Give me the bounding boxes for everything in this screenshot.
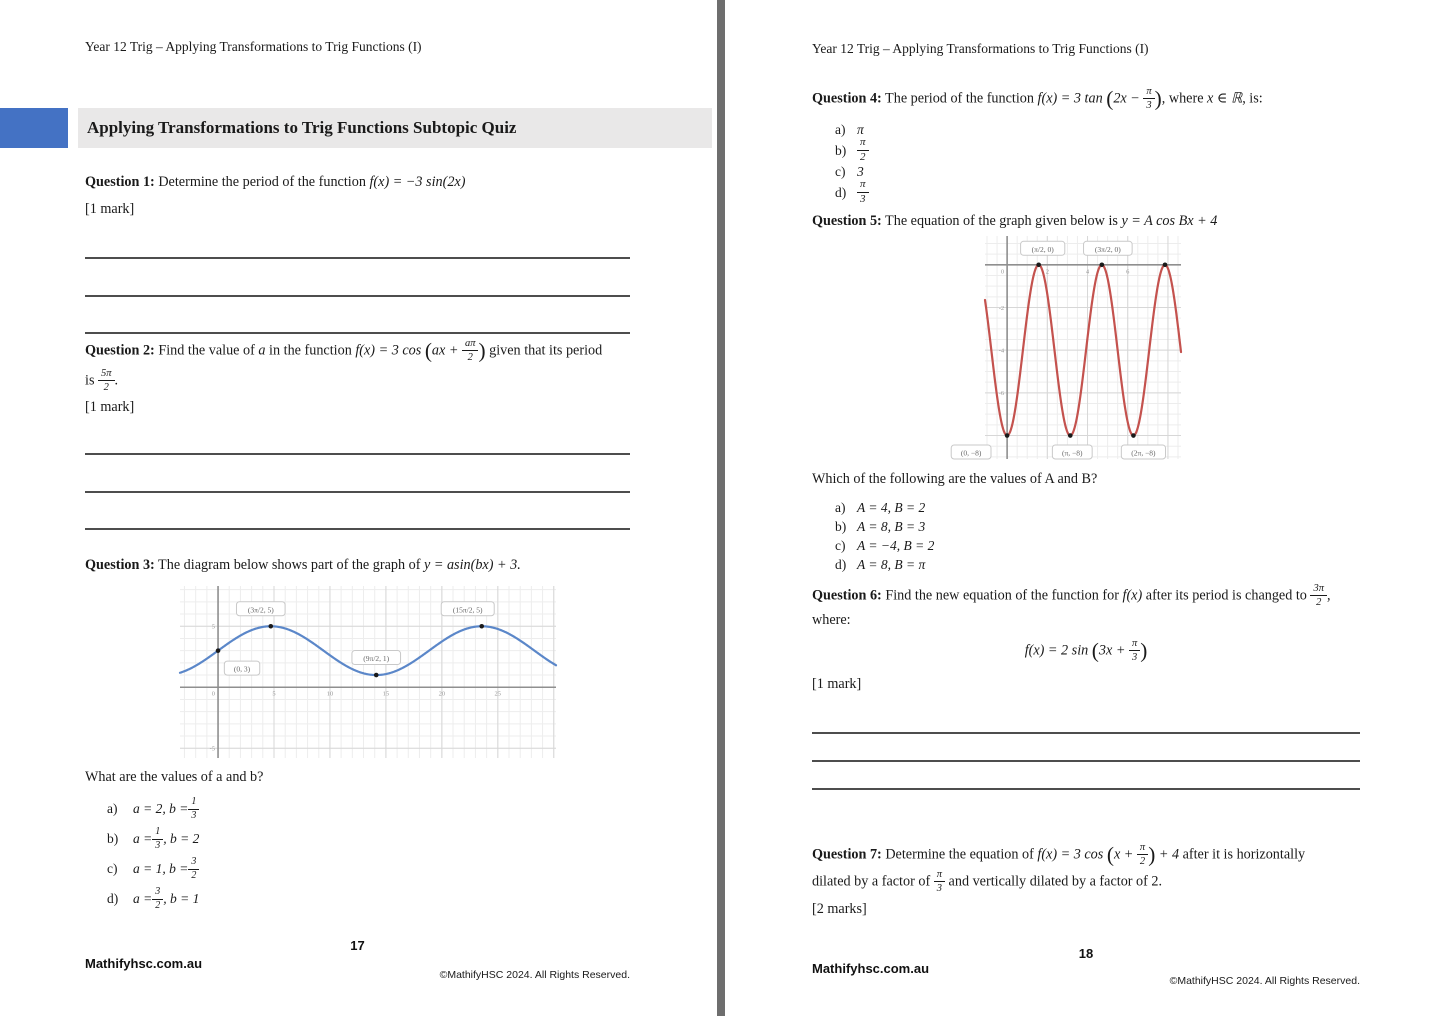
option-c: c) A = −4, B = 2 xyxy=(835,537,935,553)
fraction: π 2 xyxy=(857,137,869,163)
fraction: $\frac{\pi}{2}$ xyxy=(1137,842,1148,867)
option-d: d) π 3 xyxy=(835,180,869,205)
svg-text:6: 6 xyxy=(1126,268,1130,276)
question-3-options xyxy=(107,794,199,914)
quiz-title-banner xyxy=(78,108,712,148)
fraction: π 3 xyxy=(857,179,869,205)
svg-text:(2π, −8): (2π, −8) xyxy=(1131,448,1156,458)
svg-text:5: 5 xyxy=(272,690,276,698)
question-2-marks: [1 mark] xyxy=(85,399,135,415)
svg-text:(15π/2, 5): (15π/2, 5) xyxy=(452,605,483,615)
question-7-label: Question 7: xyxy=(812,846,882,863)
option-b: b) A = 8, B = 3 xyxy=(835,518,926,534)
svg-text:(0, 3): (0, 3) xyxy=(233,664,251,674)
question-5-label: Question 5: xyxy=(812,213,882,229)
question-6-label: Question 6: xyxy=(812,587,882,604)
left-footer-copyright: ©MathifyHSC 2024. All Rights Reserved. xyxy=(439,969,630,981)
left-page-number: 17 xyxy=(350,938,365,953)
svg-text:25: 25 xyxy=(494,690,502,698)
fraction: $\frac{1}{3}$ xyxy=(188,797,199,821)
q5-graph xyxy=(960,236,1181,459)
option-a: a) A = 4, B = 2 xyxy=(835,499,926,515)
option-a: a) π xyxy=(835,121,864,137)
svg-text:(9π/2, 1): (9π/2, 1) xyxy=(363,654,390,664)
answer-line xyxy=(85,295,630,297)
page-divider xyxy=(717,0,725,1016)
question-5-prompt: Which of the following are the values of A and B? xyxy=(812,471,1098,487)
question-6: Question 6: Find the new equation of the function for f(x) after its period is changed to $\frac{3\pi}{2}$ , xyxy=(812,583,1331,609)
answer-line xyxy=(85,528,630,530)
quiz-title: Applying Transformations to Trig Functions Subtopic Quiz xyxy=(87,118,517,137)
svg-text:15: 15 xyxy=(382,690,390,698)
question-6-marks: [1 mark] xyxy=(812,676,862,692)
question-4-options xyxy=(835,121,869,205)
fraction: $\frac{a\pi}{2}$ xyxy=(462,338,479,363)
svg-text:0: 0 xyxy=(1000,268,1005,276)
fraction: $\frac{1}{3}$ xyxy=(152,827,163,851)
banner-accent-block xyxy=(0,108,68,148)
answer-line xyxy=(812,732,1360,734)
option-a: a) a = 2, b = $\frac{1}{3}$ xyxy=(107,794,199,824)
question-4-label: Question 4: xyxy=(812,90,882,107)
question-7-line2: dilated by a factor of $\frac{\pi}{3}$ and vertically dilated by a factor of 2. xyxy=(812,869,1163,895)
question-1-label: Question 1: xyxy=(85,174,155,190)
fraction: $\frac{\pi}{3}$ xyxy=(1143,86,1154,111)
answer-line xyxy=(85,257,630,259)
svg-text:(3π/2, 0): (3π/2, 0) xyxy=(1094,244,1121,254)
left-footer-site: Mathifyhsc.com.au xyxy=(85,956,203,971)
question-6-line2: where: xyxy=(812,612,851,628)
answer-line xyxy=(85,491,630,493)
question-2: Question 2: Find the value of a in the function f(x) = 3 cos (ax + $\frac{a\pi}{2}$ ) given that its period xyxy=(85,338,603,364)
svg-text:20: 20 xyxy=(438,690,446,698)
question-5: Question 5: The equation of the graph given below is y = A cos Bx + 4 xyxy=(812,213,1218,229)
right-footer-site: Mathifyhsc.com.au xyxy=(812,961,930,976)
svg-text:10: 10 xyxy=(326,690,334,698)
right-footer-copyright: ©MathifyHSC 2024. All Rights Reserved. xyxy=(1169,975,1360,987)
left-page-header: Year 12 Trig – Applying Transformations to Trig Functions (I) xyxy=(85,39,422,54)
svg-text:(3π/2, 5): (3π/2, 5) xyxy=(247,605,274,615)
question-3-label: Question 3: xyxy=(85,557,155,573)
fraction: $\frac{3}{2}$ xyxy=(188,857,199,881)
question-6-equation: f(x) = 2 sin (3x + $\frac{\pi}{3}$ ) xyxy=(1024,638,1148,664)
svg-text:-6: -6 xyxy=(998,390,1005,398)
option-b: b) π 2 xyxy=(835,138,869,163)
question-5-options xyxy=(835,498,934,574)
option-b: b) a = $\frac{1}{3}$ , b = 2 xyxy=(107,826,200,851)
question-3: Question 3: The diagram below shows part of the graph of y = asin(bx) + 3. xyxy=(85,557,521,573)
svg-text:0: 0 xyxy=(211,690,216,698)
question-3-math: y = asin(bx) + 3. xyxy=(424,557,521,573)
svg-text:-5: -5 xyxy=(209,745,216,753)
q3-graph xyxy=(180,586,556,758)
question-7: Question 7: Determine the equation of f(x) = 3 cos (x + $\frac{\pi}{2}$ ) + 4 after it is horizontally xyxy=(812,842,1306,868)
answer-line xyxy=(812,788,1360,790)
svg-text:5: 5 xyxy=(211,623,216,631)
svg-text:4: 4 xyxy=(1085,268,1090,276)
fraction: $\frac{3}{2}$ xyxy=(152,887,163,911)
question-1: Question 1: Determine the period of the function f(x) = −3 sin(2x) xyxy=(85,174,466,190)
fraction: $\frac{\pi}{3}$ xyxy=(934,869,945,894)
answer-line xyxy=(812,760,1360,762)
fraction: $\frac{3\pi}{2}$ xyxy=(1310,583,1327,608)
svg-text:(π/2, 0): (π/2, 0) xyxy=(1031,244,1054,254)
fraction: $\frac{5\pi}{2}$ xyxy=(98,368,115,393)
answer-line xyxy=(85,332,630,334)
question-5-math: y = A cos Bx + 4 xyxy=(1121,213,1218,229)
question-7-marks: [2 marks] xyxy=(812,901,867,917)
option-c: c) 3 xyxy=(835,163,864,179)
right-page-header: Year 12 Trig – Applying Transformations to Trig Functions (I) xyxy=(812,41,1149,56)
fraction: $\frac{\pi}{3}$ xyxy=(1129,638,1140,663)
question-1-math: f(x) = −3 sin(2x) xyxy=(369,174,466,190)
question-1-marks: [1 mark] xyxy=(85,201,135,217)
svg-text:-2: -2 xyxy=(998,304,1005,312)
svg-text:(π, −8): (π, −8) xyxy=(1062,448,1083,458)
question-2-label: Question 2: xyxy=(85,342,155,359)
option-c: c) a = 1, b = $\frac{3}{2}$ xyxy=(107,854,199,884)
answer-line xyxy=(85,453,630,455)
svg-text:(0, −8): (0, −8) xyxy=(960,448,982,458)
question-4: Question 4: The period of the function f(x) = 3 tan (2x − $\frac{\pi}{3}$ ), where x ∈ ℝ, is: xyxy=(812,86,1263,112)
right-page-number: 18 xyxy=(1078,946,1094,961)
option-d: d) a = $\frac{3}{2}$ , b = 1 xyxy=(107,886,200,911)
question-3-prompt: What are the values of a and b? xyxy=(85,769,264,785)
svg-text:2: 2 xyxy=(1045,268,1049,276)
option-d: d) A = 8, B = π xyxy=(835,556,926,572)
svg-text:-4: -4 xyxy=(998,347,1005,355)
question-2-line2: is $\frac{5\pi}{2}$ . xyxy=(85,368,119,394)
